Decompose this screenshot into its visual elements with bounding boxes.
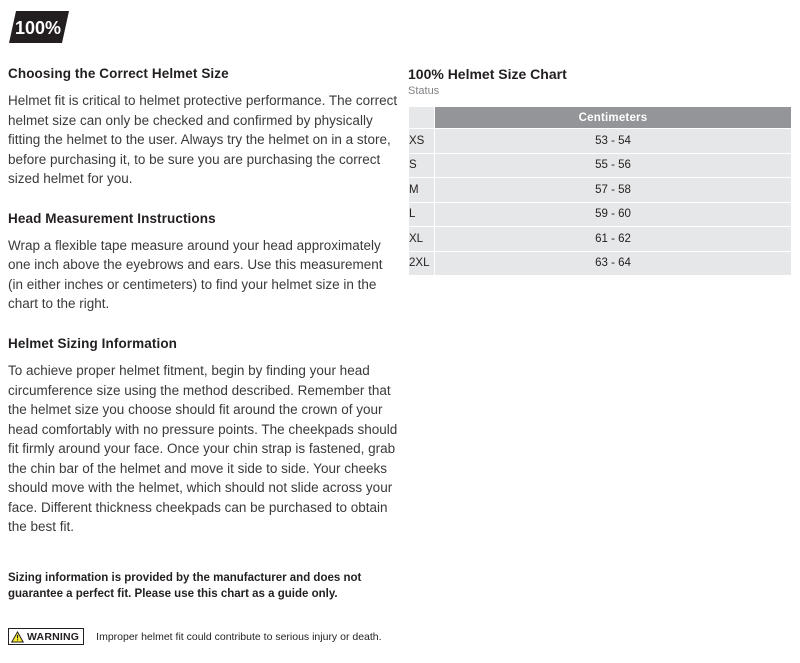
sizing-disclaimer: Sizing information is provided by the manufacturer and does not guarantee a perfect fit. Please use this chart as a guide only. [8, 572, 362, 600]
logo-text: 100% [14, 18, 62, 38]
table-row [409, 202, 792, 227]
section-heading-head-measurement: Head Measurement Instructions [8, 210, 216, 226]
table-header-row [409, 107, 792, 129]
section-body-head-measurement: Wrap a flexible tape measure around your head approximately one inch above the eyebrows and ears. Use this measurement (in either inches or centimeters) to find your helmet size in the chart to the right. [8, 237, 383, 312]
table-cell-centimeters: 61 - 62 [435, 227, 792, 252]
left-column [8, 66, 398, 537]
table-row [409, 153, 792, 178]
table-cell-size: XL [409, 227, 435, 252]
logo-shape [8, 10, 70, 44]
table-header-centimeters: Centimeters [435, 107, 792, 129]
section-body-choosing-size: Helmet fit is critical to helmet protective performance. The correct helmet size can only be checked and confirmed by physically fitting the helmet to the user. Always try the helmet on in a store, before purchasing it, to be sure you are purchasing the correct sized helmet for you. [8, 93, 398, 187]
section-heading-choosing-size: Choosing the Correct Helmet Size [8, 66, 229, 81]
table-cell-centimeters: 55 - 56 [435, 153, 792, 178]
table-row [409, 251, 792, 276]
warning-triangle-icon [11, 631, 24, 643]
section-body-sizing-info: To achieve proper helmet fitment, begin by finding your head circumference size using the method described. Remember that the helmet size you choose should fit around the crown of your head comfortably with no pressure points. The cheekpads should fit firmly around your face. Once your chin strap is fastened, grab the chin bar of the helmet and move it side to side. Your cheeks should move with the helmet, which should not slide across your face. Different thickness cheekpads can be purchased to obtain the best fit. [8, 363, 398, 535]
warning-label: WARNING [27, 630, 80, 643]
warning-badge [8, 628, 84, 645]
warning-row [8, 628, 508, 645]
right-column [408, 66, 792, 276]
table-cell-centimeters: 57 - 58 [435, 178, 792, 203]
table-cell-centimeters: 53 - 54 [435, 129, 792, 154]
table-cell-size: 2XL [409, 251, 435, 276]
helmet-size-table [408, 106, 792, 276]
table-cell-size: S [409, 153, 435, 178]
table-row [409, 178, 792, 203]
table-cell-size: L [409, 202, 435, 227]
table-header-size-blank [409, 107, 435, 129]
size-chart-status: Status [408, 85, 440, 97]
table-row [409, 129, 792, 154]
section-heading-sizing-info: Helmet Sizing Information [8, 335, 178, 351]
hundred-percent-logo [8, 10, 70, 44]
warning-text: Improper helmet fit could contribute to serious injury or death. [96, 630, 382, 643]
table-cell-centimeters: 63 - 64 [435, 251, 792, 276]
table-cell-size: XS [409, 129, 435, 154]
table-cell-centimeters: 59 - 60 [435, 202, 792, 227]
table-cell-size: M [409, 178, 435, 203]
table-row [409, 227, 792, 252]
size-chart-title: 100% Helmet Size Chart [408, 66, 567, 82]
